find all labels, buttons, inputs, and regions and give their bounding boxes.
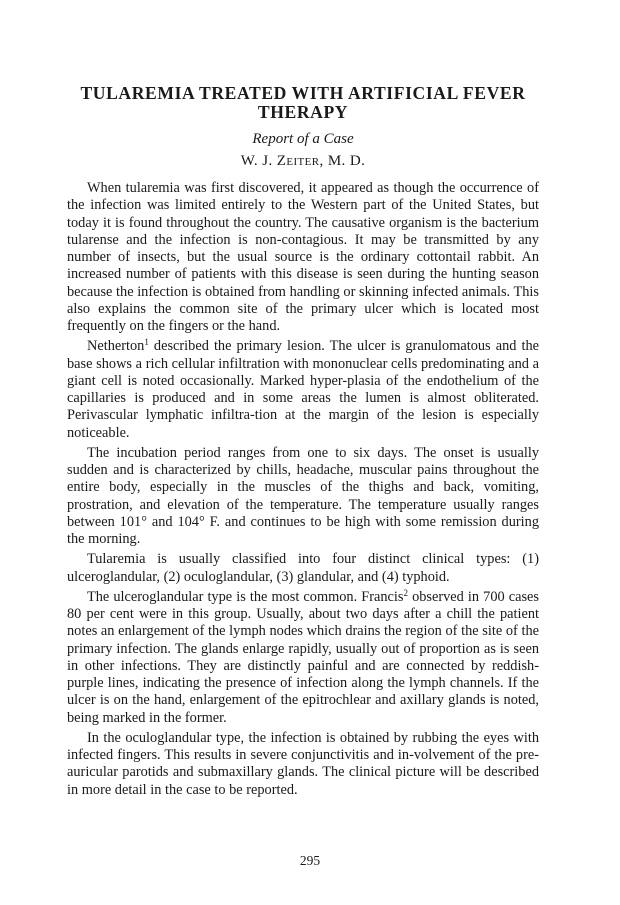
author-surname: Zeiter,: [276, 153, 324, 169]
article-body: [67, 180, 539, 799]
footnote-ref-2: 2: [403, 587, 408, 598]
paragraph-text-rest: observed in 700 cases 80 per cent were in this group. Usually, about two days after a chill the patient notes an enlargement of the lymph nodes which drains the region of the site of the primary infection. The glands enlarge rapidly, usually out of proportion as is seen in other infections. They are distinctly painful and are connected by reddish-purple lines, indicating the presence of infection along the lymph channels. If the ulcer is on the hand, enlargement of the epitrochlear and axillary glands is noted, being marked in the former.: [67, 588, 539, 726]
paragraph-oculoglandular: In the oculoglandular type, the infection is obtained by rubbing the eyes with infected fingers. This results in severe conjunctivitis and in-volvement of the pre-auricular parotids and submaxillary glands. The clinical picture will be described in more detail in the case to be reported.: [67, 729, 539, 798]
page-number: 295: [299, 853, 321, 868]
author-initials: W. J.: [240, 153, 273, 169]
paragraph-classification: Tularemia is usually classified into four distinct clinical types: (1) ulceroglandular, (2) oculoglandular, (3) glandular, and (4) typhoid.: [67, 551, 539, 585]
article-page: [67, 84, 539, 802]
author-degree: M. D.: [327, 153, 366, 169]
paragraph-text-rest: described the primary lesion. The ulcer is granulomatous and the base shows a rich cellular infiltration with mononuclear cells predominating and a giant cell is noted occasionally. Marked hyper-plasia of the endothelium of the capillaries is produced and in some areas the lumen is almost obliterated. Perivascular lymphatic infiltra-tion at the margin of the lesion is especially noticeable.: [67, 338, 539, 441]
paragraph-discovery: When tularemia was first discovered, it appeared as though the occurrence of the infection was limited entirely to the Western part of the United States, but today it is found throughout the country. The causative organism is the bacterium tularense and the infection is non-contagious. It may be transmitted by any number of insects, but the usual source is the ordinary cottontail rabbit. An increased number of patients with this disease is seen during the hunting season because the infection is obtained from handling or skinning infected animals. This also explains the common site of the primary ulcer which is located most frequently on the fingers or the hand.: [67, 180, 539, 334]
paragraph-text-lead: The ulceroglandular type is the most common. Francis: [87, 588, 404, 605]
article-subtitle: Report of a Case: [252, 131, 354, 147]
paragraph-text-lead: Netherton: [87, 338, 145, 355]
author-byline: [67, 152, 539, 170]
paragraph-ulceroglandular: [67, 589, 539, 727]
footnote-ref-1: 1: [144, 337, 149, 348]
paragraph-primary-lesion: [67, 338, 539, 442]
article-title: TULAREMIA TREATED WITH ARTIFICIAL FEVER THERAPY: [80, 83, 526, 122]
paragraph-incubation: The incubation period ranges from one to six days. The onset is usually sudden and is characterized by chills, headache, muscular pains throughout the entire body, especially in the muscles of the thighs and back, vomiting, prostration, and elevation of the temperature. The temperature usually ranges between 101° and 104° F. and continues to be high with some remission during the morning.: [67, 444, 539, 547]
